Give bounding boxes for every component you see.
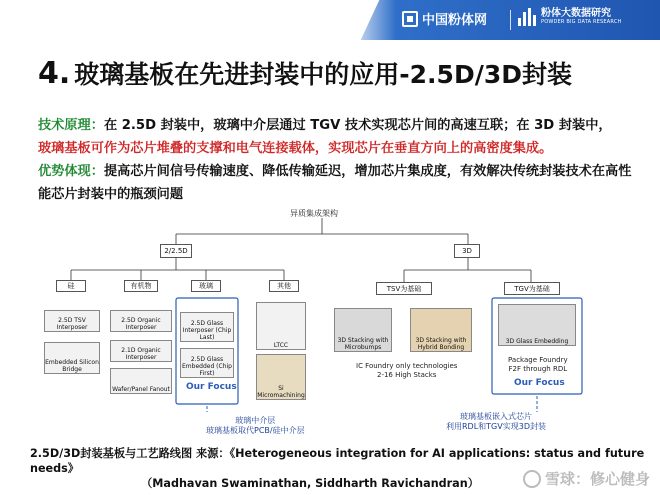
slide-number: 4. <box>38 56 71 91</box>
logo-divider <box>510 10 511 30</box>
node-3d: 3D <box>454 244 480 258</box>
high-stacks-text: 2-16 High Stacks <box>377 371 437 379</box>
cat-tgv: TGV为基础 <box>504 282 560 295</box>
left-note-line1: 玻璃中介层 <box>235 416 276 425</box>
slide-title <box>38 55 572 91</box>
right-note <box>446 412 546 432</box>
roadmap-diagram <box>26 200 638 445</box>
principle-label: 技术原理： <box>38 118 104 133</box>
f2f-rdl-text: F2F through RDL <box>508 365 568 373</box>
pkg-stack-microbumps: 3D Stacking with Microbumps <box>334 308 392 352</box>
watermark-text: 雪球：修心健身 <box>544 470 650 488</box>
pkg-embedded-bridge: Embedded Silicon Bridge <box>44 342 100 374</box>
pkg-ltcc: LTCC <box>256 302 306 350</box>
tgv-note <box>508 356 568 374</box>
pkg-glass-3d: 3D Glass Embedding <box>498 304 576 346</box>
our-focus-right: Our Focus <box>514 378 565 388</box>
node-2-2-5d: 2/2.5D <box>160 244 192 258</box>
pkg-wafer-fanout: Wafer/Panel Fanout <box>110 368 172 394</box>
slide-body <box>38 114 638 206</box>
cnpowder-logo[interactable] <box>402 9 487 28</box>
watermark <box>523 468 650 489</box>
our-focus-left: Our Focus <box>186 382 237 392</box>
bigdata-logo[interactable] <box>518 8 621 26</box>
advantage-text: 提高芯片间信号传输速度、降低传输延迟，增加芯片集成度，有效解决传统封装技术在高性能芯片封装中的瓶颈问题 <box>38 164 632 202</box>
caption-line1: 2.5D/3D封装基板与工艺路线图 来源：《Heterogeneous integration for AI applications: status and future needs》 <box>30 447 645 475</box>
banner-slash <box>321 0 380 40</box>
caption-line2: （Madhavan Swaminathan, Siddharth Ravichandran） <box>141 477 479 490</box>
cat-tsv: TSV为基础 <box>376 282 432 295</box>
advantage-label: 优势体现： <box>38 164 104 179</box>
pkg-foundry-text: Package Foundry <box>508 356 568 364</box>
pkg-organic-interposer-2: 2.1D Organic Interposer <box>110 340 172 362</box>
bigdata-logo-en: POWDER BIG DATA RESEARCH <box>541 19 622 25</box>
slide-title-text: 玻璃基板在先进封装中的应用-2.5D/3D封装 <box>74 60 572 89</box>
cat-glass: 玻璃 <box>191 280 221 292</box>
snowball-icon <box>523 470 541 488</box>
pkg-tsv-interposer: 2.5D TSV Interposer <box>44 310 100 332</box>
cat-organic: 有机物 <box>124 280 158 292</box>
tsv-note <box>356 362 457 380</box>
root-node: 异质集成架构 <box>290 209 338 218</box>
pkg-organic-interposer: 2.5D Organic Interposer <box>110 310 172 332</box>
right-note-line1: 玻璃基板嵌入式芯片 <box>459 412 532 421</box>
header-banner <box>0 0 660 40</box>
ic-foundry-text: IC Foundry only technologies <box>356 362 458 370</box>
cat-other: 其他 <box>269 280 299 292</box>
pkg-glass-embedded: 2.5D Glass Embedded (Chip First) <box>180 348 234 378</box>
right-note-line2: 利用RDL和TGV实现3D封装 <box>446 422 546 431</box>
cnpowder-logo-icon <box>402 11 418 27</box>
bar-chart-icon <box>518 8 536 26</box>
principle-highlight: 玻璃基板可作为芯片堆叠的支撑和电气连接载体，实现芯片在垂直方向上的高密度集成。 <box>38 141 553 156</box>
pkg-si-micromachining: Si Micromachining <box>256 354 306 400</box>
cat-silicon: 硅 <box>56 280 86 292</box>
paragraph-principle <box>38 114 638 137</box>
bigdata-logo-cn: 粉体大数据研究 <box>541 8 611 19</box>
pkg-glass-interposer: 2.5D Glass Interposer (Chip Last) <box>180 312 234 342</box>
principle-text: 在 2.5D 封装中，玻璃中介层通过 TGV 技术实现芯片间的高速互联；在 3D 封装中， <box>103 118 612 133</box>
left-note-line2: 玻璃基板取代PCB/硅中介层 <box>206 426 305 435</box>
pkg-stack-hybrid: 3D Stacking with Hybrid Bonding <box>410 308 472 352</box>
left-note <box>206 416 305 436</box>
cnpowder-logo-text: 中国粉体网 <box>422 13 488 28</box>
